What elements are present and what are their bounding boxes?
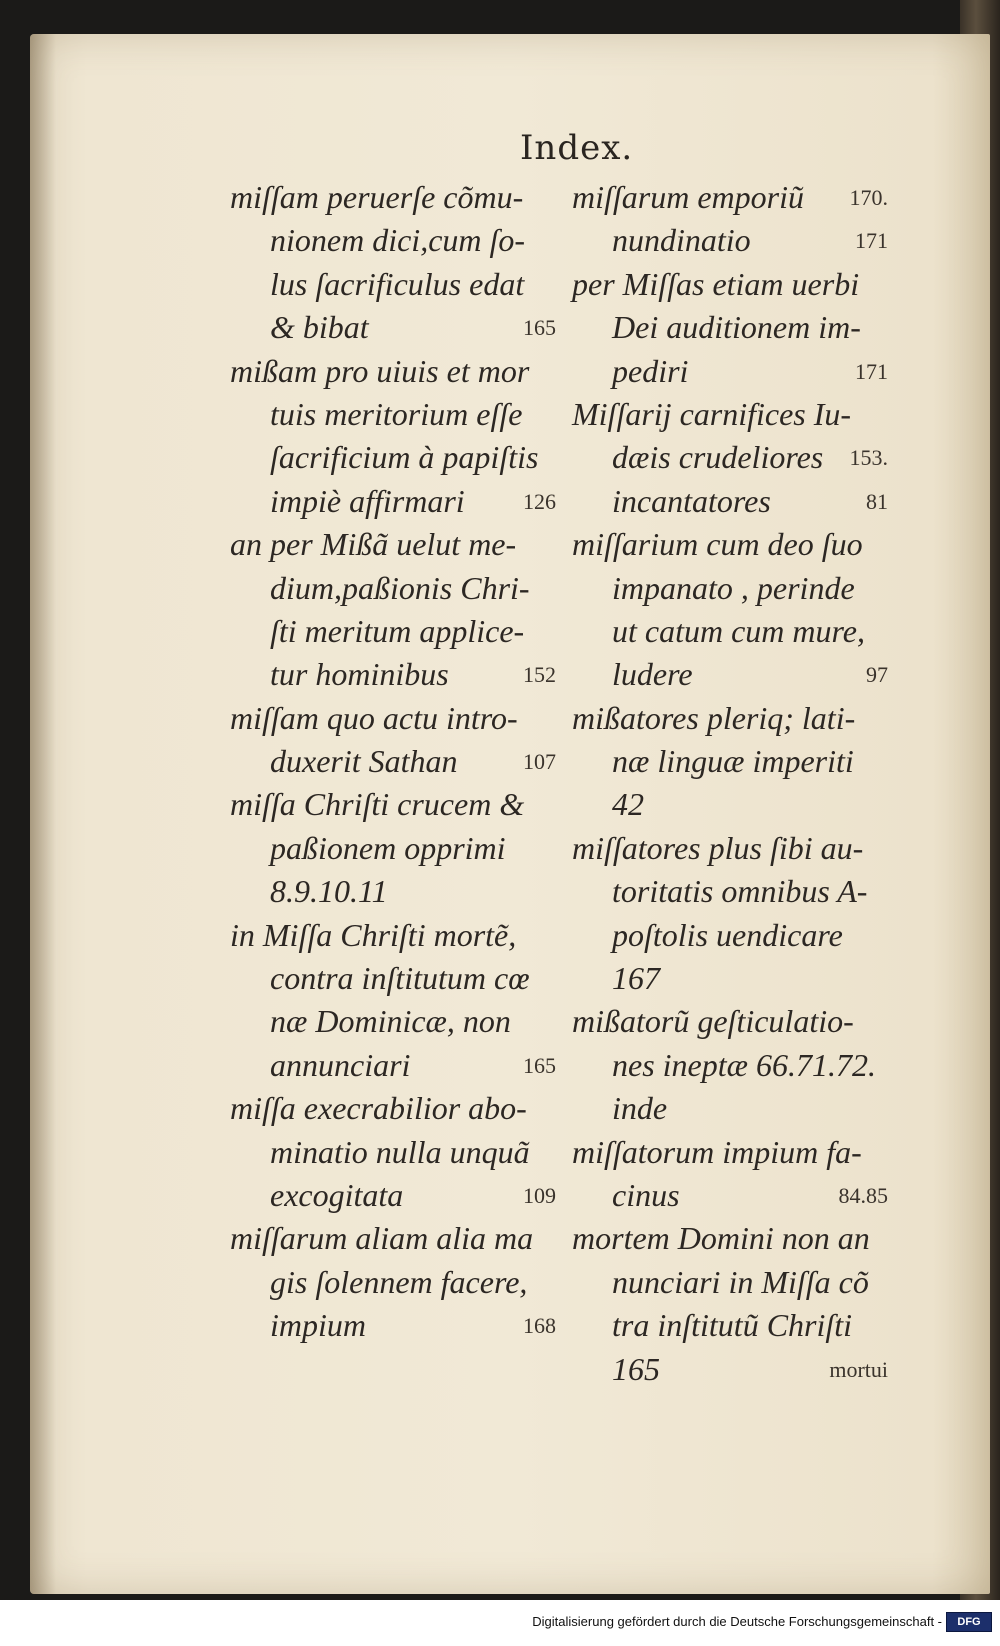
index-entry-text: duxerit Sathan bbox=[270, 743, 458, 780]
page-reference bbox=[888, 1261, 892, 1304]
index-line bbox=[230, 263, 560, 306]
page-reference bbox=[556, 350, 560, 393]
index-line bbox=[572, 436, 892, 479]
page-reference bbox=[888, 263, 892, 306]
index-entry-text: miſſarium cum deo ſuo bbox=[572, 526, 863, 563]
index-line bbox=[230, 393, 560, 436]
page-reference bbox=[888, 827, 892, 870]
page-reference: 107 bbox=[523, 749, 556, 775]
page-reference: 109 bbox=[523, 1182, 556, 1208]
index-line bbox=[572, 870, 892, 913]
index-line bbox=[230, 1261, 560, 1304]
page-reference bbox=[556, 263, 560, 306]
index-line bbox=[572, 1217, 892, 1260]
page-reference: 168 bbox=[523, 1313, 556, 1339]
page-reference bbox=[888, 567, 892, 610]
index-entry-text: miſſarum emporiũ bbox=[572, 179, 804, 215]
page-reference bbox=[556, 393, 560, 436]
page-reference bbox=[556, 1000, 560, 1043]
index-line bbox=[572, 350, 892, 393]
index-line bbox=[572, 1044, 892, 1087]
index-line bbox=[572, 480, 892, 523]
page-reference bbox=[556, 176, 560, 219]
index-entry-text: ſacrificium à papiſtis bbox=[270, 439, 539, 476]
index-entry-text: per Miſſas etiam uerbi bbox=[572, 265, 860, 302]
page-reference: 165 bbox=[523, 315, 556, 341]
index-entry-text: miſſa Chriſti crucem & bbox=[230, 786, 525, 823]
index-entry-text: ſti meritum applice- bbox=[270, 612, 525, 649]
page-reference bbox=[556, 1131, 560, 1174]
index-line bbox=[230, 1000, 560, 1043]
page-reference bbox=[556, 1087, 560, 1130]
index-entry-text: næ linguæ imperiti bbox=[612, 743, 854, 780]
index-entry-text: lus ſacrificulus edat bbox=[270, 265, 525, 302]
index-line bbox=[572, 1174, 892, 1217]
index-line bbox=[230, 219, 560, 262]
index-line bbox=[230, 740, 560, 783]
page-reference bbox=[888, 393, 892, 436]
index-entry-text: nunciari in Miſſa cõ bbox=[612, 1263, 869, 1300]
index-entry-text: 165 bbox=[612, 1350, 660, 1387]
index-entry-text: ludere bbox=[612, 656, 693, 693]
index-line bbox=[572, 827, 892, 870]
index-line bbox=[230, 1174, 560, 1217]
index-line bbox=[230, 480, 560, 523]
index-entry-text: miſſa execrabilior abo- bbox=[230, 1090, 527, 1127]
page-reference bbox=[888, 1217, 892, 1260]
index-line bbox=[572, 393, 892, 436]
page-reference: 171 bbox=[855, 358, 888, 384]
index-entry-text: impium bbox=[270, 1307, 366, 1344]
index-line bbox=[572, 914, 892, 957]
index-entry-text: tur hominibus bbox=[270, 656, 449, 693]
page-gutter-shadow bbox=[30, 34, 56, 1594]
index-line bbox=[572, 653, 892, 696]
index-entry-text: miſſatorum impium fa- bbox=[572, 1133, 862, 1170]
index-entry-text: mortem Domini non an bbox=[572, 1220, 870, 1257]
page-reference bbox=[888, 783, 892, 826]
index-line bbox=[572, 740, 892, 783]
index-line bbox=[572, 263, 892, 306]
index-line bbox=[572, 697, 892, 740]
index-entry-text: Miſſarij carnifices Iu- bbox=[572, 395, 852, 432]
index-line bbox=[230, 914, 560, 957]
page-reference bbox=[556, 914, 560, 957]
page-reference: 170. bbox=[849, 185, 888, 210]
index-column-right bbox=[572, 176, 892, 1391]
index-entry-text: 42 bbox=[612, 786, 644, 823]
page-reference bbox=[556, 697, 560, 740]
page-reference bbox=[888, 610, 892, 653]
index-entry-text: dæis crudeliores bbox=[612, 439, 824, 476]
index-line bbox=[572, 1348, 892, 1391]
page-reference bbox=[556, 1261, 560, 1304]
index-line bbox=[230, 1304, 560, 1347]
index-entry-text: nundinatio bbox=[612, 222, 751, 259]
page-reference bbox=[556, 610, 560, 653]
page-reference bbox=[556, 567, 560, 610]
page-reference bbox=[888, 1304, 892, 1347]
index-entry-text: paßionem opprimi bbox=[270, 829, 506, 866]
page-reference: 165 bbox=[523, 1052, 556, 1078]
index-entry-text: in Miſſa Chriſti mortẽ, bbox=[230, 916, 517, 953]
index-line bbox=[572, 1131, 892, 1174]
footer-bar bbox=[0, 1600, 1000, 1646]
page-reference bbox=[556, 870, 560, 913]
page-reference: 171 bbox=[855, 228, 888, 254]
index-line bbox=[572, 1087, 892, 1130]
index-entry-text: miſſam peruerſe cõmu- bbox=[230, 179, 524, 215]
index-entry-text: minatio nulla unquã bbox=[270, 1133, 530, 1170]
page-reference bbox=[556, 436, 560, 479]
index-entry-text: tra inſtitutũ Chriſti bbox=[612, 1307, 853, 1344]
index-entry-text: 167 bbox=[612, 960, 660, 997]
index-line bbox=[572, 1304, 892, 1347]
index-line bbox=[230, 176, 560, 219]
index-line bbox=[230, 1217, 560, 1260]
index-entry-text: dium,paßionis Chri- bbox=[270, 569, 530, 606]
index-entry-text: ut catum cum mure, bbox=[612, 612, 865, 649]
page-reference: mortui bbox=[829, 1356, 888, 1382]
index-line bbox=[230, 1044, 560, 1087]
index-line bbox=[230, 697, 560, 740]
index-entry-text: miſſam quo actu intro- bbox=[230, 699, 518, 736]
page-reference bbox=[888, 957, 892, 1000]
index-line bbox=[230, 870, 560, 913]
index-entry-text: cinus bbox=[612, 1176, 680, 1213]
page-reference bbox=[888, 914, 892, 957]
page-reference: 97 bbox=[866, 662, 888, 688]
page-reference bbox=[556, 827, 560, 870]
index-line bbox=[230, 350, 560, 393]
index-line bbox=[572, 176, 892, 219]
index-entry-text: gis ſolennem facere, bbox=[270, 1263, 528, 1300]
page-reference bbox=[556, 1217, 560, 1260]
index-entry-text: tuis meritorium eſſe bbox=[270, 395, 523, 432]
page-reference: 84.85 bbox=[838, 1182, 888, 1208]
index-entry-text: contra inſtitutum cœ bbox=[270, 960, 530, 997]
index-entry-text: 8.9.10.11 bbox=[270, 873, 388, 910]
index-line bbox=[572, 219, 892, 262]
index-entry-text: mißatorũ geſticulatio- bbox=[572, 1003, 854, 1040]
index-entry-text: mißam pro uiuis et mor bbox=[230, 352, 530, 389]
page-reference: 126 bbox=[523, 488, 556, 514]
funding-notice: Digitalisierung gefördert durch die Deutsche Forschungsgemeinschaft - bbox=[532, 1614, 942, 1629]
index-entry-text: impiè affirmari bbox=[270, 482, 465, 519]
index-entry-text: inde bbox=[612, 1090, 668, 1127]
index-entry-text: excogitata bbox=[270, 1176, 404, 1213]
page-reference: 81 bbox=[866, 488, 888, 514]
index-line bbox=[230, 783, 560, 826]
index-entry-text: næ Dominicæ, non bbox=[270, 1003, 511, 1040]
index-line bbox=[230, 306, 560, 349]
index-entry-text: poſtolis uendicare bbox=[612, 916, 843, 953]
index-column-left bbox=[230, 176, 560, 1348]
dfg-logo: DFG bbox=[946, 1612, 992, 1632]
page-reference bbox=[888, 697, 892, 740]
index-line bbox=[230, 610, 560, 653]
page-reference bbox=[888, 523, 892, 566]
page-reference bbox=[888, 870, 892, 913]
index-entry-text: pediri bbox=[612, 352, 689, 389]
index-entry-text: nionem dici,cum ſo- bbox=[270, 222, 526, 259]
index-line bbox=[230, 1087, 560, 1130]
index-line bbox=[572, 523, 892, 566]
index-entry-text: impanato , perinde bbox=[612, 569, 855, 606]
page-reference bbox=[888, 740, 892, 783]
page-reference bbox=[888, 1131, 892, 1174]
index-entry-text: Dei auditionem im- bbox=[612, 309, 861, 346]
index-entry-text: an per Mißã uelut me- bbox=[230, 526, 517, 563]
index-line bbox=[572, 306, 892, 349]
page-reference: 152 bbox=[523, 662, 556, 688]
index-line bbox=[230, 653, 560, 696]
index-entry-text: annunciari bbox=[270, 1046, 411, 1083]
index-line bbox=[230, 567, 560, 610]
page-header: Index. bbox=[520, 128, 634, 168]
page-reference bbox=[888, 1044, 892, 1087]
index-line bbox=[572, 610, 892, 653]
index-line bbox=[230, 1131, 560, 1174]
page-reference: 153. bbox=[849, 445, 888, 471]
index-line bbox=[572, 1000, 892, 1043]
index-line bbox=[572, 1261, 892, 1304]
page-reference bbox=[556, 219, 560, 262]
index-entry-text: & bibat bbox=[270, 309, 369, 346]
index-line bbox=[572, 567, 892, 610]
index-entry-text: miſſarum aliam alia ma bbox=[230, 1220, 534, 1257]
page-reference bbox=[556, 523, 560, 566]
page-reference bbox=[888, 306, 892, 349]
page-reference bbox=[888, 1000, 892, 1043]
page-reference bbox=[556, 957, 560, 1000]
page-reference bbox=[556, 783, 560, 826]
index-line bbox=[572, 957, 892, 1000]
index-line bbox=[230, 957, 560, 1000]
page-reference bbox=[888, 1087, 892, 1130]
index-entry-text: miſſatores plus ſibi au- bbox=[572, 829, 864, 866]
index-entry-text: mißatores pleriq; lati- bbox=[572, 699, 856, 736]
index-line bbox=[230, 436, 560, 479]
index-line bbox=[572, 783, 892, 826]
index-line bbox=[230, 523, 560, 566]
index-entry-text: toritatis omnibus A- bbox=[612, 873, 868, 910]
index-entry-text: nes ineptæ 66.71.72. bbox=[612, 1046, 876, 1083]
index-line bbox=[230, 827, 560, 870]
index-entry-text: incantatores bbox=[612, 482, 771, 519]
